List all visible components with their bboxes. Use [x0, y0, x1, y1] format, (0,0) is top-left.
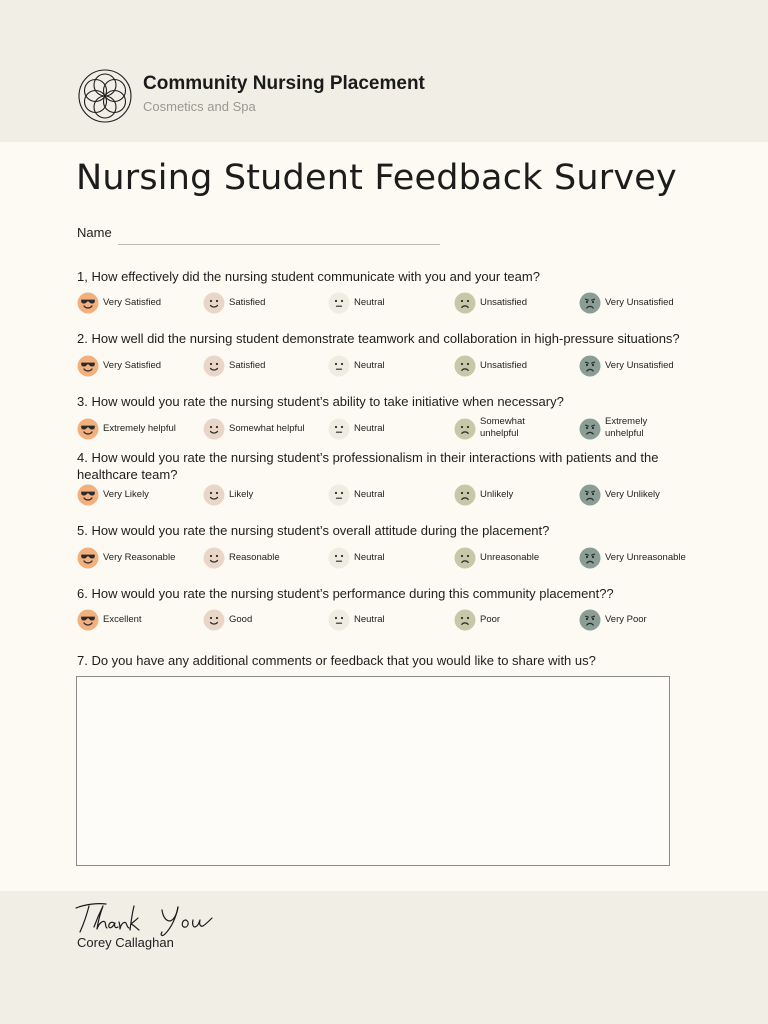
question-2-option-1[interactable]	[77, 355, 187, 377]
question-4-option-5[interactable]	[579, 484, 689, 506]
neutral-face-icon	[328, 484, 350, 506]
option-label: Neutral	[354, 297, 385, 308]
option-label: Unsatisfied	[480, 297, 527, 308]
question-5-option-5[interactable]	[579, 547, 689, 569]
question-5-option-2[interactable]	[203, 547, 313, 569]
question-5-option-4[interactable]	[454, 547, 564, 569]
sad-face-icon	[579, 547, 601, 569]
neutral-face-icon	[328, 355, 350, 377]
org-subtitle: Cosmetics and Spa	[143, 99, 256, 114]
option-label: Poor	[480, 614, 501, 625]
question-4-text: 4. How would you rate the nursing student’s professionalism in their interactions with patients and the healthcare team?	[77, 450, 659, 482]
question-3-option-1[interactable]	[77, 418, 187, 440]
option-label: Likely	[229, 489, 254, 500]
option-label: Unsatisfied	[480, 360, 527, 371]
name-label: Name	[77, 225, 112, 240]
sunglasses-face-icon	[77, 418, 99, 440]
signer-name: Corey Callaghan	[77, 935, 174, 950]
option-label: Very Poor	[605, 614, 647, 625]
question-5-text: 5. How would you rate the nursing student’s overall attitude during the placement?	[77, 523, 550, 538]
frowning-face-icon	[454, 484, 476, 506]
option-label: Very Likely	[103, 489, 149, 500]
smiling-face-icon	[203, 355, 225, 377]
option-label: Very Reasonable	[103, 552, 176, 563]
question-6-option-3[interactable]	[328, 609, 438, 631]
option-label: Very Unsatisfied	[605, 297, 674, 308]
option-label: Satisfied	[229, 297, 266, 308]
question-2-option-5[interactable]	[579, 355, 689, 377]
neutral-face-icon	[328, 547, 350, 569]
smiling-face-icon	[203, 418, 225, 440]
neutral-face-icon	[328, 418, 350, 440]
question-6-option-2[interactable]	[203, 609, 313, 631]
frowning-face-icon	[454, 355, 476, 377]
frowning-face-icon	[454, 292, 476, 314]
question-3-option-5[interactable]	[579, 418, 689, 440]
option-label: Unlikely	[480, 489, 514, 500]
neutral-face-icon	[328, 609, 350, 631]
signature-thank-you	[72, 896, 222, 940]
question-2-option-3[interactable]	[328, 355, 438, 377]
question-1-option-5[interactable]	[579, 292, 689, 314]
name-field[interactable]	[118, 244, 440, 245]
option-label: Very Satisfied	[103, 297, 162, 308]
smiling-face-icon	[203, 484, 225, 506]
question-6-option-4[interactable]	[454, 609, 564, 631]
comments-question: 7. Do you have any additional comments or feedback that you would like to share with us?	[77, 653, 596, 668]
neutral-face-icon	[328, 292, 350, 314]
question-6-option-1[interactable]	[77, 609, 187, 631]
option-label: Neutral	[354, 614, 385, 625]
question-2-option-2[interactable]	[203, 355, 313, 377]
sunglasses-face-icon	[77, 292, 99, 314]
option-label: Neutral	[354, 360, 385, 371]
question-1-option-4[interactable]	[454, 292, 564, 314]
question-4-option-1[interactable]	[77, 484, 187, 506]
question-5-option-1[interactable]	[77, 547, 187, 569]
sunglasses-face-icon	[77, 355, 99, 377]
option-label: Satisfied	[229, 360, 266, 371]
frowning-face-icon	[454, 547, 476, 569]
sad-face-icon	[579, 484, 601, 506]
option-label: Neutral	[354, 423, 385, 434]
question-1-option-2[interactable]	[203, 292, 313, 314]
question-5-option-3[interactable]	[328, 547, 438, 569]
flower-of-life-logo-icon	[77, 68, 133, 124]
comments-textbox[interactable]	[76, 676, 670, 866]
question-3-option-3[interactable]	[328, 418, 438, 440]
question-6-text: 6. How would you rate the nursing student’s performance during this community placement??	[77, 586, 614, 601]
option-label: Extremely unhelpful	[605, 416, 648, 439]
option-label: Very Unreasonable	[605, 552, 686, 563]
option-label: Unreasonable	[480, 552, 540, 563]
frowning-face-icon	[454, 418, 476, 440]
smiling-face-icon	[203, 292, 225, 314]
sunglasses-face-icon	[77, 609, 99, 631]
question-4-option-2[interactable]	[203, 484, 313, 506]
frowning-face-icon	[454, 609, 476, 631]
option-label: Somewhat helpful	[229, 423, 305, 434]
question-2-option-4[interactable]	[454, 355, 564, 377]
option-label: Neutral	[354, 489, 385, 500]
smiling-face-icon	[203, 609, 225, 631]
option-label: Extremely helpful	[103, 423, 176, 434]
option-label: Very Unlikely	[605, 489, 660, 500]
question-1-option-3[interactable]	[328, 292, 438, 314]
sunglasses-face-icon	[77, 547, 99, 569]
sad-face-icon	[579, 609, 601, 631]
option-label: Very Unsatisfied	[605, 360, 674, 371]
sad-face-icon	[579, 418, 601, 440]
option-label: Reasonable	[229, 552, 280, 563]
page-title: Nursing Student Feedback Survey	[76, 158, 677, 198]
sad-face-icon	[579, 355, 601, 377]
option-label: Good	[229, 614, 253, 625]
question-3-option-4[interactable]	[454, 418, 564, 440]
question-4-option-3[interactable]	[328, 484, 438, 506]
sad-face-icon	[579, 292, 601, 314]
option-label: Neutral	[354, 552, 385, 563]
question-1-option-1[interactable]	[77, 292, 187, 314]
question-1-text: 1, How effectively did the nursing student communicate with you and your team?	[77, 269, 540, 284]
question-6-option-5[interactable]	[579, 609, 689, 631]
option-label: Very Satisfied	[103, 360, 162, 371]
question-3-option-2[interactable]	[203, 418, 313, 440]
question-4-option-4[interactable]	[454, 484, 564, 506]
question-2-text: 2. How well did the nursing student demonstrate teamwork and collaboration in high-pressure situations?	[77, 331, 680, 346]
question-3-text: 3. How would you rate the nursing student’s ability to take initiative when necessary?	[77, 394, 564, 409]
option-label: Excellent	[103, 614, 142, 625]
smiling-face-icon	[203, 547, 225, 569]
option-label: Somewhat unhelpful	[480, 416, 525, 439]
sunglasses-face-icon	[77, 484, 99, 506]
org-name: Community Nursing Placement	[143, 73, 425, 94]
